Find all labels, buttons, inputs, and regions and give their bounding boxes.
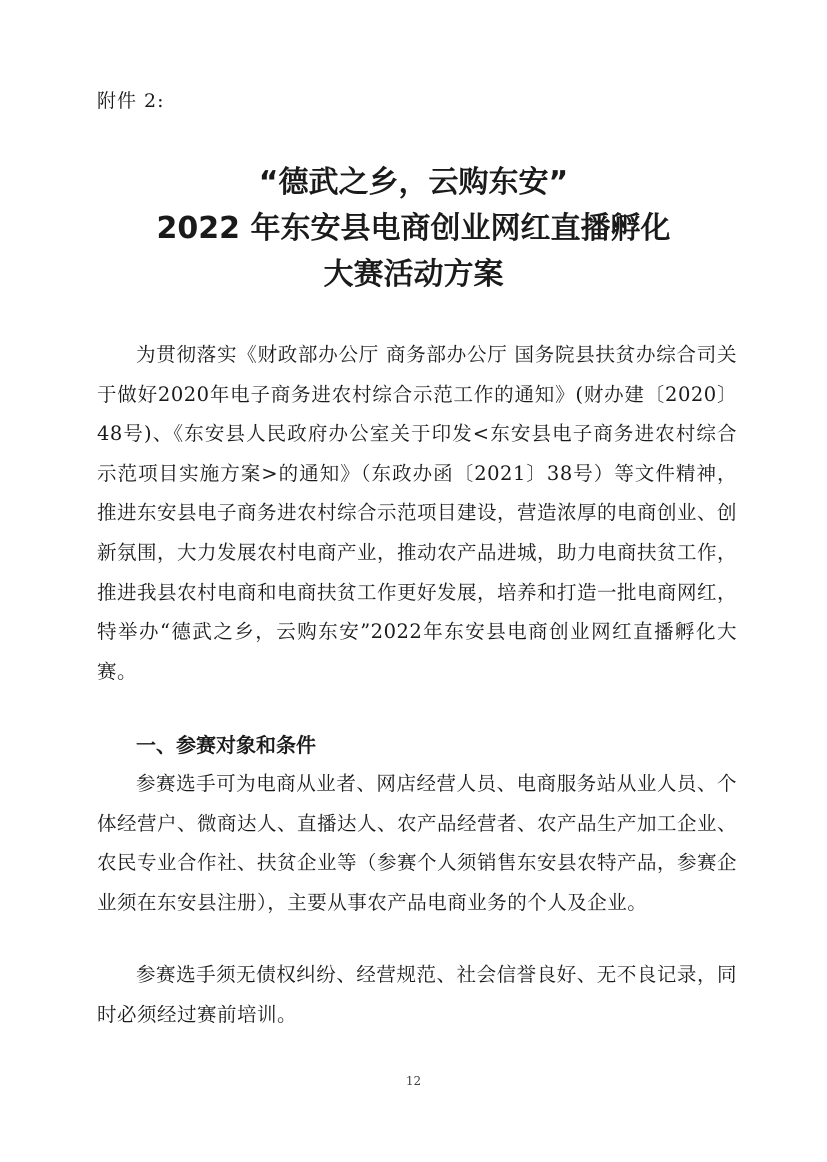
requirements-paragraph: 参赛选手须无债权纠纷、经营规范、社会信誉良好、无不良记录，同时必须经过赛前培训。 [97,963,737,1026]
eligibility-paragraph: 参赛选手可为电商从业者、网店经营人员、电商服务站从业人员、个体经营户、微商达人、直播达人、农产品经营者、农产品生产加工企业、农民专业合作社、扶贫企业等（参赛个人须销售东安县农特产品，参赛企业须在东安县注册），主要从事农产品电商业务的个人及企业。 [97,772,738,914]
attachment-label: 附件 2: [97,90,165,112]
title-line-1: “德武之乡，云购东安” [258,165,569,200]
page-number: 12 [405,1074,422,1088]
title-line-2: 2022 年东安县电商创业网红直播孵化 [156,211,671,246]
intro-paragraph: 为贯彻落实《财政部办公厅 商务部办公厅 国务院县扶贫办综合司关于做好2020年电子商务进农村综合示范工作的通知》(财办建〔2020〕48号)、《东安县人民政府办公室关于印发<东安县电子商务进农村综合示范项目实施方案>的通知》（东政办函〔2021〕38号）等文件精神，推进东安县电子商务进农村综合示范项目建设，营造浓厚的电商创业、创新氛围，大力发展农村电商产业，推动农产品进城，助力电商扶贫工作，推进我县农村电商和电商扶贫工作更好发展，培养和打造一批电商网红，特举办“德武之乡，云购东安”2022年东安县电商创业网红直播孵化大赛。 [97,343,738,683]
title-line-3: 大赛活动方案 [323,257,504,292]
section-heading: 一、参赛对象和条件 [136,733,316,757]
